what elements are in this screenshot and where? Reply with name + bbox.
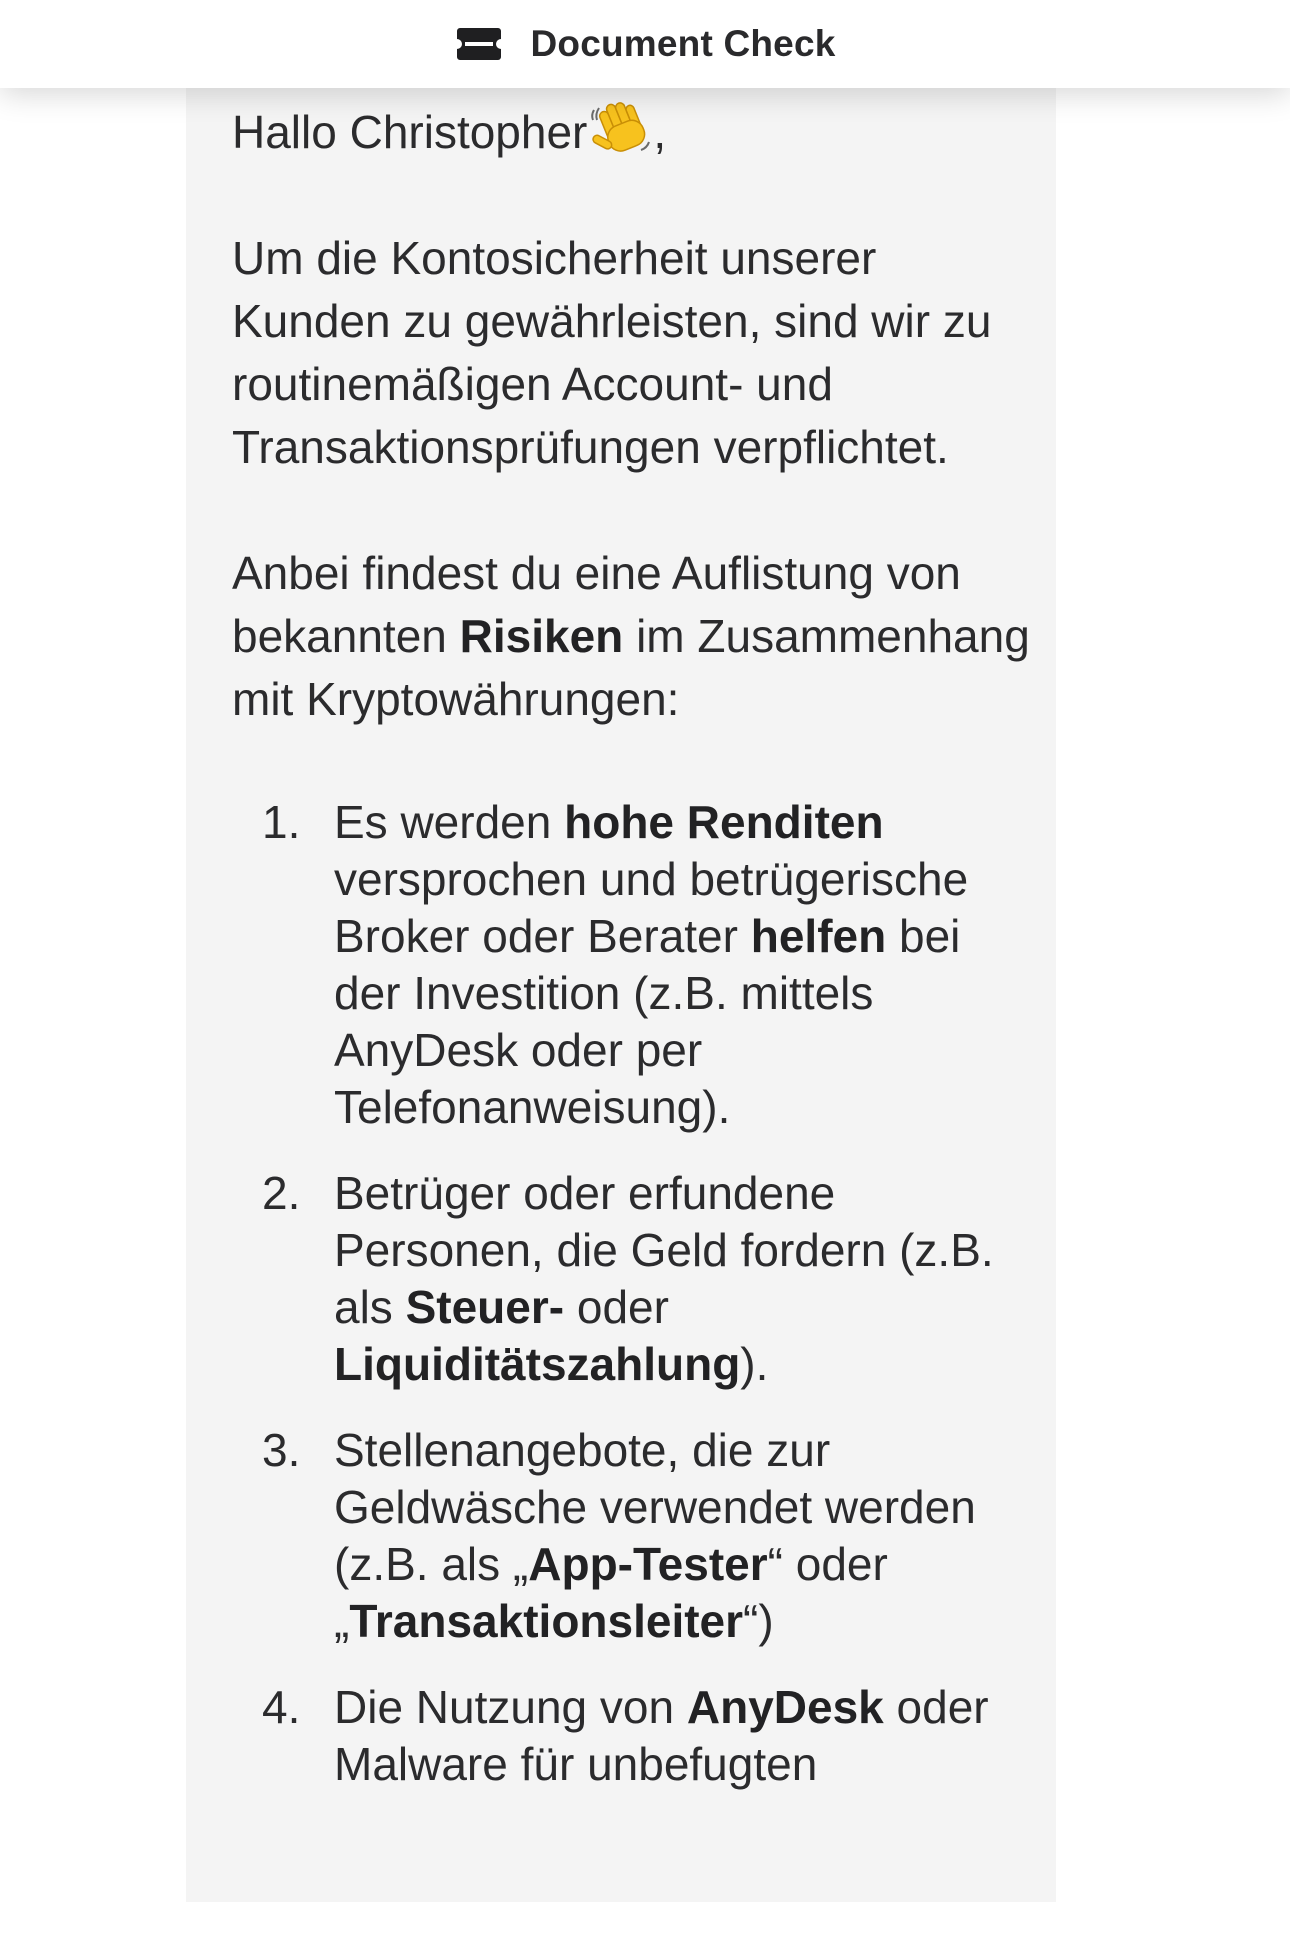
greeting: [232, 98, 1032, 164]
list-item-text: ).: [740, 1338, 769, 1390]
greeting-comma: ,: [653, 106, 667, 158]
list-item-text: versprochen und betrügerische Broker oder Berater: [334, 853, 969, 962]
list-item: [232, 1422, 1032, 1650]
risks-intro-paragraph: [232, 542, 1032, 731]
intro-paragraph: Um die Kontosicherheit unserer Kunden zu gewährleisten, sind wir zu routinemäßigen Account- und Transaktionsprüfungen verpflichtet.: [232, 232, 992, 473]
ticket-icon: [456, 27, 502, 61]
list-item-bold: Transaktionsleiter: [349, 1595, 744, 1647]
list-item: [232, 1679, 1032, 1793]
list-item-number: 2.: [262, 1167, 301, 1219]
list-item-text: Die Nutzung von: [334, 1681, 687, 1733]
list-item-bold: Steuer-: [405, 1281, 565, 1333]
list-item-text: oder: [564, 1281, 669, 1333]
risks-intro-text-end: im Zusammenhang mit Kryptowährungen:: [232, 610, 1030, 725]
list-item-text: bei der Investition (z.B. mittels AnyDesk oder per Telefonanweisung).: [334, 910, 961, 1133]
list-item-text: Stellenangebote, die zur Geldwäsche verwendet werden (z.B. als „: [334, 1424, 976, 1590]
list-item: [232, 794, 1032, 1136]
list-item-number: 3.: [262, 1424, 301, 1476]
message-card: [186, 88, 1056, 1902]
top-bar: [0, 0, 1290, 88]
waving-hand-icon: [591, 98, 653, 158]
list-item-text: “ oder „: [334, 1538, 888, 1647]
risk-list: [232, 794, 1032, 1793]
message-body: [232, 98, 1032, 1822]
risks-intro-text: Anbei findest du eine Auflistung von bekannten: [232, 547, 961, 662]
list-item-number: 1.: [262, 796, 301, 848]
list-item: [232, 1165, 1032, 1393]
list-item-bold: helfen: [750, 910, 887, 962]
list-item-bold: Liquiditätszahlung: [334, 1338, 741, 1390]
page-title: Document Check: [530, 23, 836, 64]
list-item-bold: hohe Renditen: [564, 796, 884, 848]
risks-intro-bold: Risiken: [459, 610, 624, 662]
list-item-bold: AnyDesk: [686, 1681, 884, 1733]
list-item-bold: App-Tester: [528, 1538, 768, 1590]
top-bar-content: [456, 23, 835, 65]
list-item-text: “): [743, 1595, 774, 1647]
bottom-edge: [0, 1902, 1290, 1933]
list-item-text: oder Malware für unbefugten: [334, 1681, 989, 1790]
greeting-name: Hallo Christopher: [232, 106, 588, 158]
list-item-text: Betrüger oder erfundene Personen, die Geld fordern (z.B. als: [334, 1167, 994, 1333]
list-item-number: 4.: [262, 1681, 301, 1733]
list-item-text: Es werden: [334, 796, 565, 848]
